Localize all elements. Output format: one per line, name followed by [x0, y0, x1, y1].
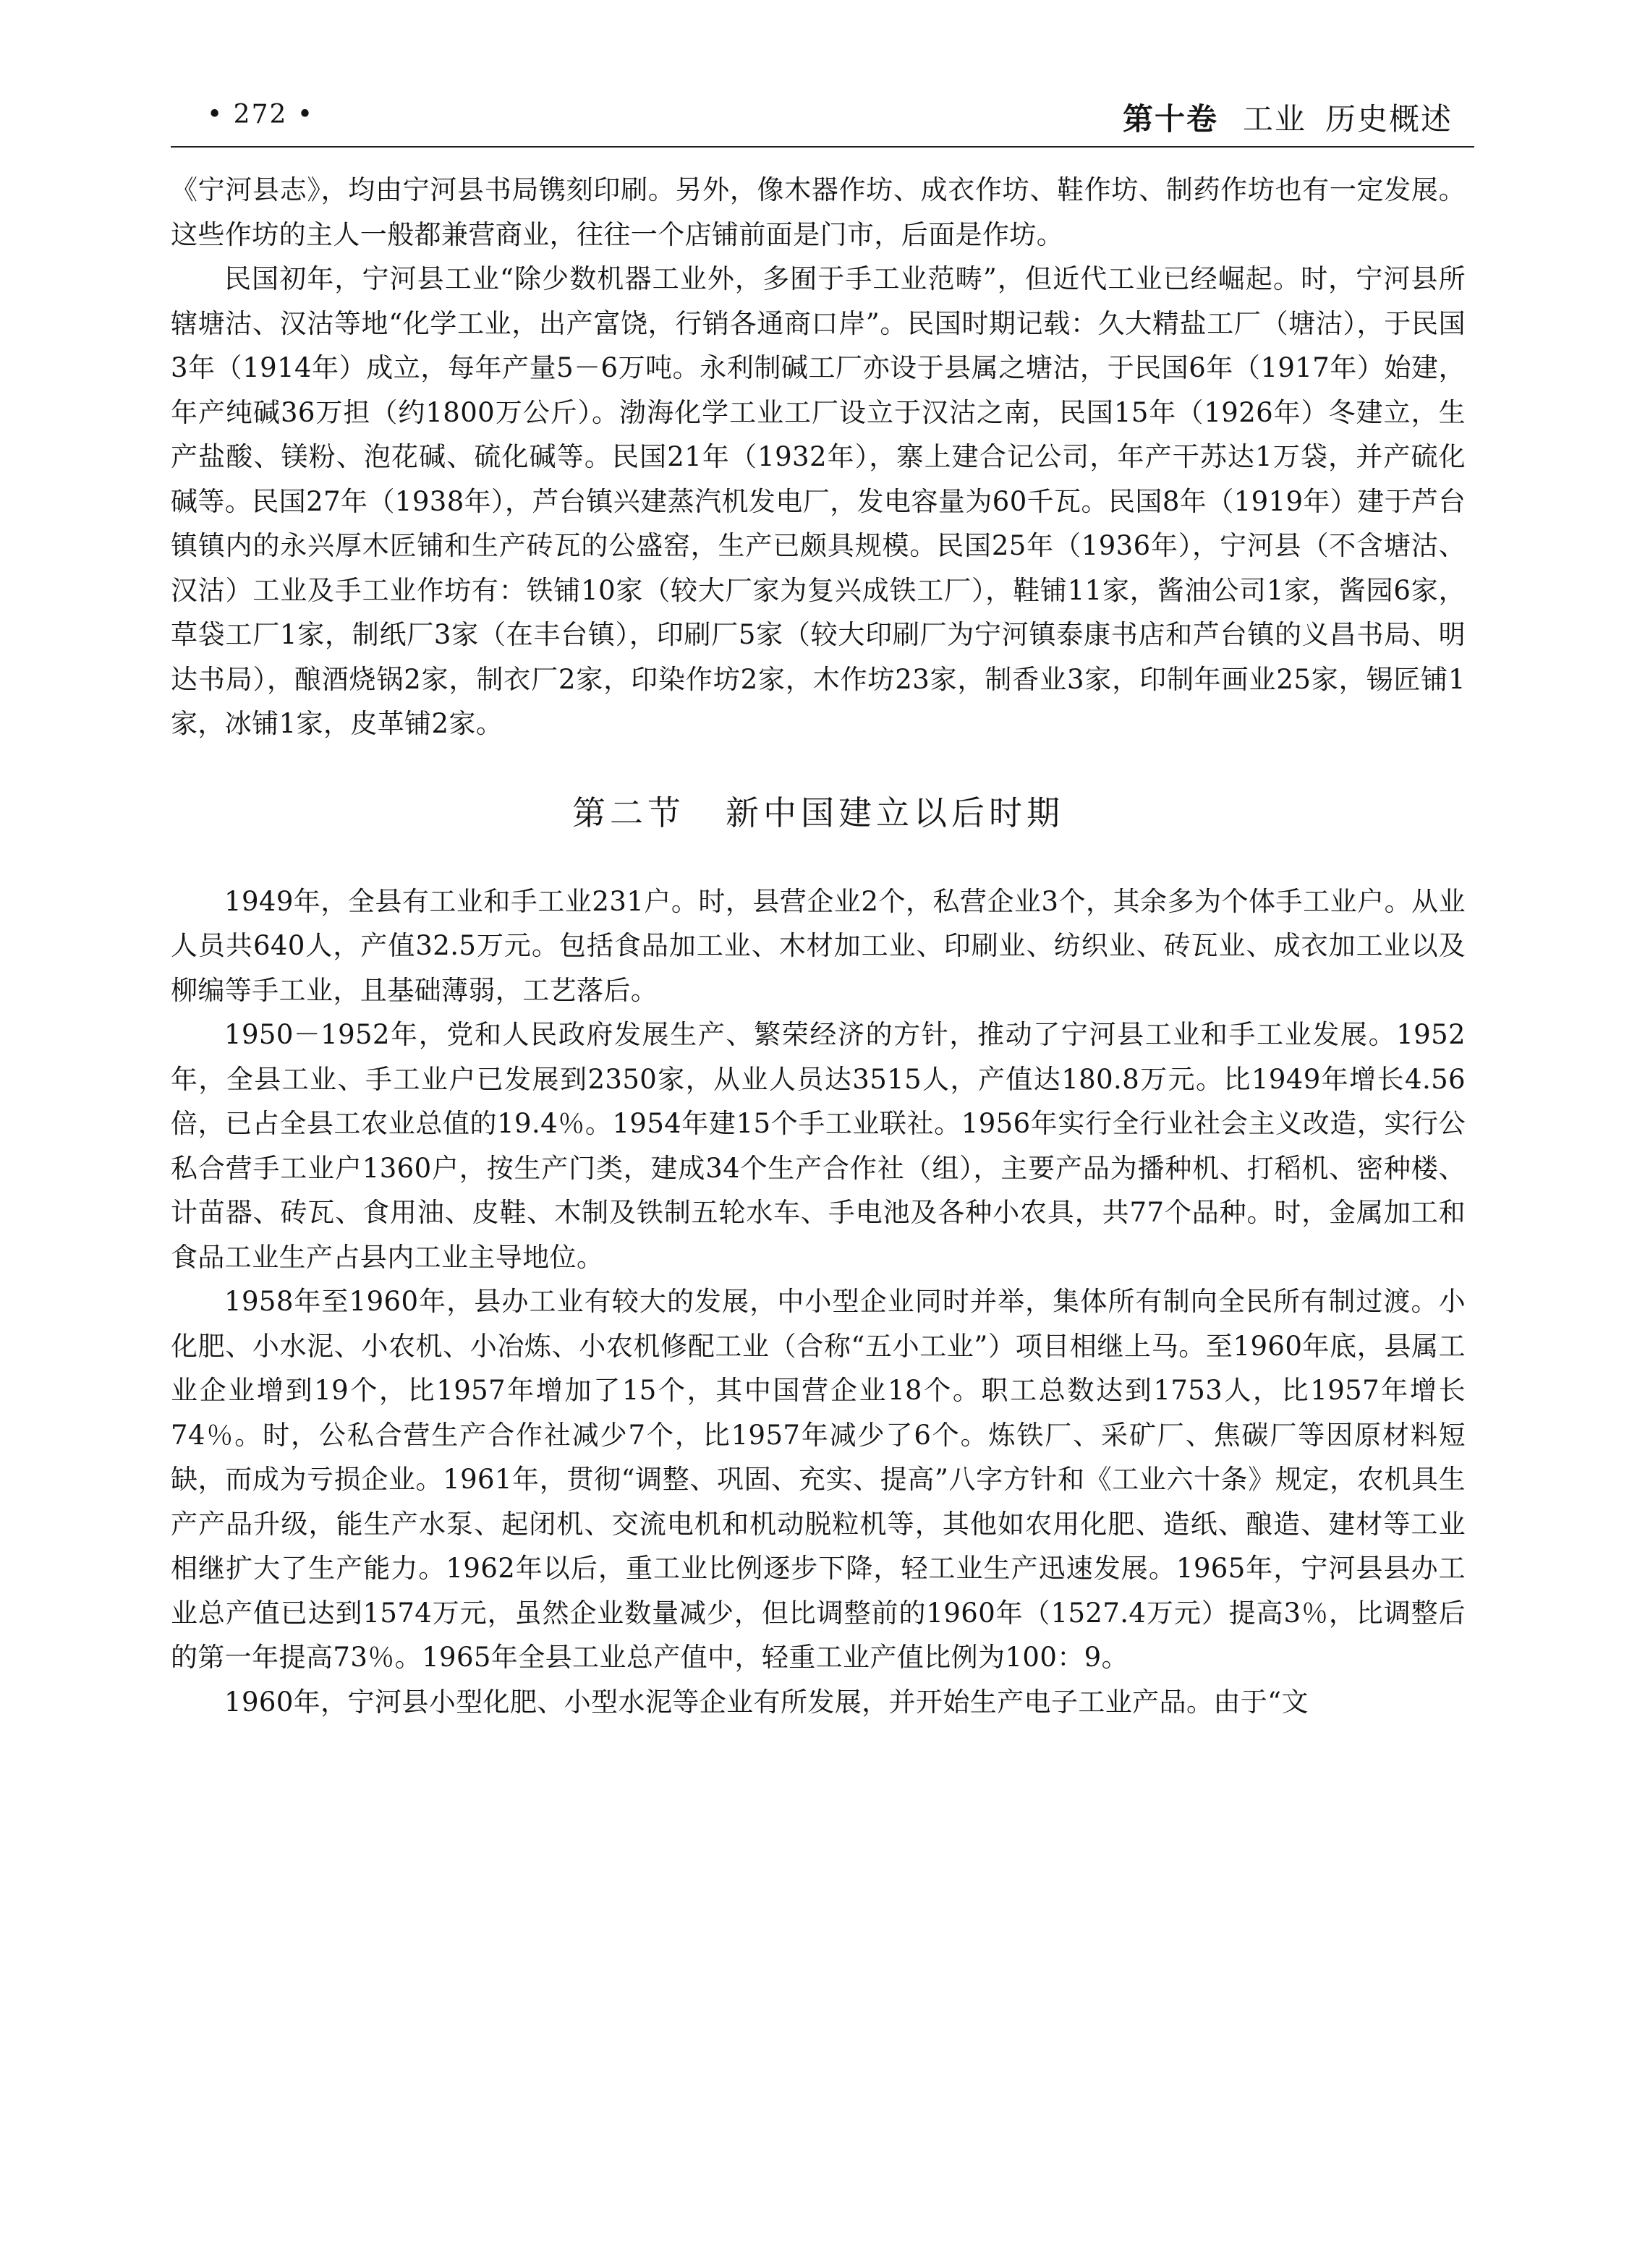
section-number: 第二节	[572, 793, 685, 832]
volume-label: 第十卷	[1122, 101, 1218, 137]
category-label: 工业	[1242, 101, 1306, 137]
section-heading	[171, 791, 1466, 835]
section-title: 新中国建立以后时期	[726, 793, 1064, 832]
running-head	[1123, 95, 1453, 139]
paragraph: 1960年，宁河县小型化肥、小型水泥等企业有所发展，并开始生产电子工业产品。由于“文	[224, 1686, 1309, 1718]
paragraph: 1958年至1960年，县办工业有较大的发展，中小型企业同时并举，集体所有制向全民所有制过渡。小化肥、小水泥、小农机、小冶炼、小农机修配工业（合称“五小工业”）项目相继上马。至1960年底，县属工业企业增到19个，比1957年增加了15个，其中国营企业18个。职工总数达到1753人，比1957年增长74％。时，公私合营生产合作社减少7个，比1957年减少了6个。炼铁厂、采矿厂、焦碳厂等因原材料短缺，而成为亏损企业。1961年，贯彻“调整、巩固、充实、提高”八字方针和《工业六十条》规定，农机具生产产品升级，能生产水泵、起闭机、交流电机和机动脱粒机等，其他如农用化肥、造纸、酿造、建材等工业相继扩大了生产能力。1962年以后，重工业比例逐步下降，轻工业生产迅速发展。1965年，宁河县县办工业总产值已达到1574万元，虽然企业数量减少，但比调整前的1960年（1527.4万元）提高3％，比调整后的第一年提高73％。1965年全县工业总产值中，轻重工业产值比例为100：9。	[171, 1286, 1466, 1673]
paragraph: 民国初年，宁河县工业“除少数机器工业外，多囿于手工业范畴”，但近代工业已经崛起。时，宁河县所辖塘沽、汉沽等地“化学工业，出产富饶，行销各通商口岸”。民国时期记载：久大精盐工厂（塘沽），于民国3年（1914年）成立，每年产量5－6万吨。永利制碱工厂亦设于县属之塘沽，于民国6年（1917年）始建，年产纯碱36万担（约1800万公斤）。渤海化学工业工厂设立于汉沽之南，民国15年（1926年）冬建立，生产盐酸、镁粉、泡花碱、硫化碱等。民国21年（1932年），寨上建合记公司，年产干苏达1万袋，并产硫化碱等。民国27年（1938年），芦台镇兴建蒸汽机发电厂，发电容量为60千瓦。民国8年（1919年）建于芦台镇镇内的永兴厚木匠铺和生产砖瓦的公盛窑，生产已颇具规模。民国25年（1936年），宁河县（不含塘沽、汉沽）工业及手工业作坊有：铁铺10家（较大厂家为复兴成铁工厂），鞋铺11家，酱油公司1家，酱园6家，草袋工厂1家，制纸厂3家（在丰台镇），印刷厂5家（较大印刷厂为宁河镇泰康书店和芦台镇的义昌书局、明达书局），酿酒烧锅2家，制衣厂2家，印染作坊2家，木作坊23家，制香业3家，印制年画业25家，锡匠铺1家，冰铺1家，皮革铺2家。	[171, 263, 1466, 739]
paragraph: 1949年，全县有工业和手工业231户。时，县营企业2个，私营企业3个，其余多为个体手工业户。从业人员共640人，产值32.5万元。包括食品加工业、木材加工业、印刷业、纺织业、砖瓦业、成衣加工业以及柳编等手工业，且基础薄弱，工艺落后。	[171, 885, 1466, 1006]
paragraph: 1950－1952年，党和人民政府发展生产、繁荣经济的方针，推动了宁河县工业和手工业发展。1952年，全县工业、手工业户已发展到2350家，从业人员达3515人，产值达180.8万元。比1949年增长4.56倍，已占全县工农业总值的19.4％。1954年建15个手工业联社。1956年实行全行业社会主义改造，实行公私合营手工业户1360户，按生产门类，建成34个生产合作社（组），主要产品为播种机、打稻机、密种楼、计苗器、砖瓦、食用油、皮鞋、木制及铁制五轮水车、手电池及各种小农具，共77个品种。时，金属加工和食品工业生产占县内工业主导地位。	[171, 1019, 1466, 1273]
page-header	[171, 88, 1474, 145]
page-number: • 272 •	[207, 100, 315, 129]
header-rule	[171, 146, 1474, 148]
subtitle-label: 历史概述	[1325, 101, 1453, 137]
paragraph: 《宁河县志》，均由宁河县书局镌刻印刷。另外，像木器作坊、成衣作坊、鞋作坊、制药作坊也有一定发展。这些作坊的主人一般都兼营商业，往往一个店铺前面是门市，后面是作坊。	[171, 174, 1466, 250]
page-body	[171, 168, 1466, 1724]
